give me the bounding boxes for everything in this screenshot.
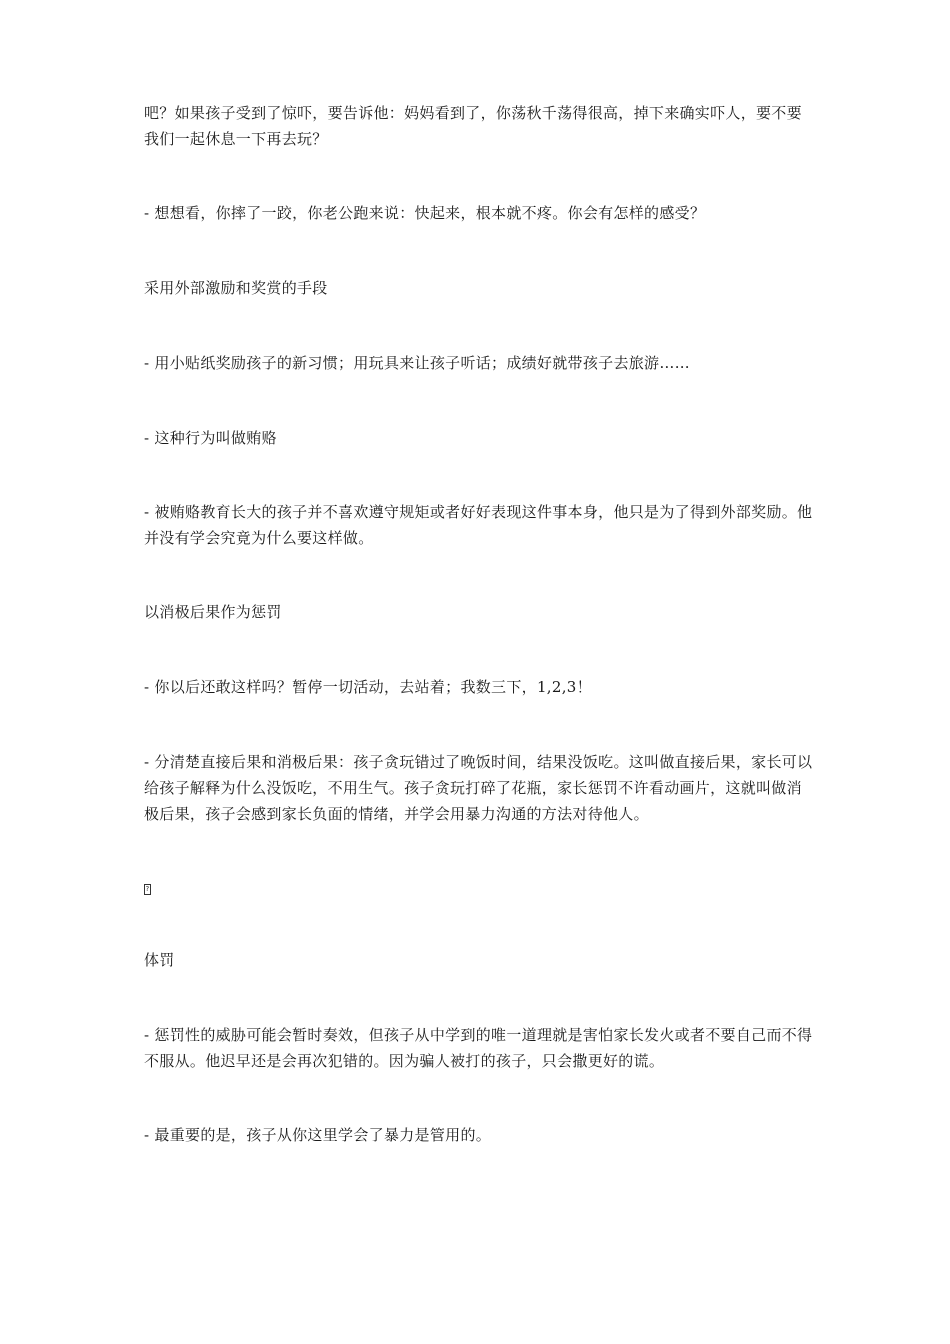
heading-negative-consequences: 以消极后果作为惩罚 [144, 603, 282, 621]
paragraph-direct-vs-negative: - 分清楚直接后果和消极后果：孩子贪玩错过了晚饭时间，结果没饭吃。这叫做直接后果，家长可以给孩子解释为什么没饭吃，不用生气。孩子贪玩打碎了花瓶，家长惩罚不许看动画片，这就叫做消极后果，孩子会感到家长负面的情绪，并学会用暴力沟通的方法对待他人。 [144, 753, 813, 823]
paragraph-countdown: - 你以后还敢这样吗？暂停一切活动，去站着；我数三下，1,2,3！ [144, 678, 592, 696]
paragraph-bribery: - 这种行为叫做贿赂 [144, 429, 277, 447]
paragraph-punitive-threats: - 惩罚性的威胁可能会暂时奏效，但孩子从中学到的唯一道理就是害怕家长发火或者不要自己而不得不服从。他迟早还是会再次犯错的。因为骗人被打的孩子，只会撒更好的谎。 [144, 1026, 813, 1070]
paragraph-continued-text: 吧？如果孩子受到了惊吓，要告诉他：妈妈看到了，你荡秋千荡得很高，掉下来确实吓人，要不要我们一起休息一下再去玩？ [144, 104, 802, 148]
paragraph-violence-lesson: - 最重要的是，孩子从你这里学会了暴力是管用的。 [144, 1126, 492, 1144]
paragraph-fall-analogy: - 想想看，你摔了一跤，你老公跑来说：快起来，根本就不疼。你会有怎样的感受？ [144, 204, 706, 222]
paragraph-sticker-rewards: - 用小贴纸奖励孩子的新习惯；用玩具来让孩子听话；成绩好就带孩子去旅游…… [144, 354, 690, 372]
paragraph-bribed-children: - 被贿赂教育长大的孩子并不喜欢遵守规矩或者好好表现这件事本身，他只是为了得到外部奖励。他并没有学会究竟为什么要这样做。 [144, 503, 813, 547]
heading-external-rewards: 采用外部激励和奖赏的手段 [144, 279, 328, 297]
heading-physical-punishment: 体罚 [144, 951, 175, 969]
missing-glyph-marker [144, 873, 816, 899]
missing-glyph-icon: ? [145, 885, 150, 893]
